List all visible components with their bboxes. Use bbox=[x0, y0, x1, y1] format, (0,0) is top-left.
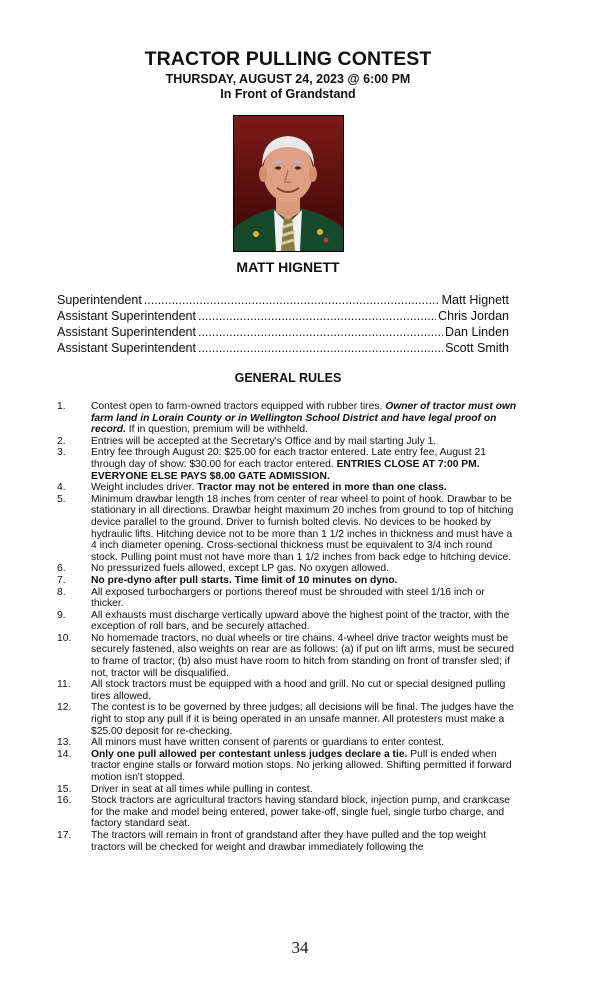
rule-text bbox=[91, 575, 519, 587]
rule-number: 17. bbox=[57, 829, 72, 841]
rule-segment: Minimum drawbar length 18 inches from center of rear wheel to point of hook. Drawbar to be stationary in all directions. Drawbar height maximum 20 inches from ground to top of hitching device parallel to the ground. Driver to furnish bolted clevis. No devices to be hooked by hydraulic lifts. Hitching device not to be more than 1 1/2 inches in thickness and must have a 4 inch diameter opening. Cross-sectional thickness must be equivalent to 3/4 inch round stock. Pulling point must not have more than 1 1/2 inches from back edge to hitching device. bbox=[91, 493, 514, 563]
rule-number: 4. bbox=[57, 482, 66, 494]
rule-number: 1. bbox=[57, 401, 66, 412]
rule-segment: Only one pull allowed per contestant unless judges declare a tie. bbox=[91, 748, 408, 760]
rule-item bbox=[57, 784, 519, 796]
rule-number: 13. bbox=[57, 737, 72, 749]
staff-role: Assistant Superintendent bbox=[57, 341, 196, 355]
staff-name: Matt Hignett bbox=[441, 293, 509, 307]
rule-item bbox=[57, 737, 519, 749]
rule-item bbox=[57, 494, 519, 564]
portrait-photo bbox=[233, 115, 344, 252]
staff-list bbox=[57, 292, 509, 356]
rule-item bbox=[57, 679, 519, 702]
rule-number: 10. bbox=[57, 632, 72, 644]
rule-segment: The tractors will remain in front of grandstand after they have pulled and the top weight tractors will be checked for weight and drawbar immediately following the bbox=[91, 829, 486, 853]
rule-item bbox=[57, 401, 519, 436]
rule-segment: Owner of tractor must own farm land in Lorain County or in Wellington School District and have legal proof on record. bbox=[91, 401, 517, 436]
rule-item bbox=[57, 610, 519, 633]
rule-text bbox=[91, 587, 519, 610]
dot-leader bbox=[198, 324, 443, 340]
rule-number: 2. bbox=[57, 435, 66, 447]
staff-row bbox=[57, 308, 509, 324]
rule-segment: Weight includes driver. bbox=[91, 482, 198, 494]
rule-item bbox=[57, 702, 519, 737]
rule-text bbox=[91, 447, 519, 482]
rule-segment: All exposed turbochargers or portions thereof must be shrouded with steel 1/16 inch or thicker. bbox=[91, 586, 485, 610]
rule-number: 8. bbox=[57, 586, 66, 598]
rule-text bbox=[91, 610, 519, 633]
staff-role: Assistant Superintendent bbox=[57, 309, 196, 323]
rule-item bbox=[57, 482, 519, 494]
rule-text bbox=[91, 749, 519, 784]
rule-item bbox=[57, 563, 519, 575]
rule-segment: No pressurized fuels allowed, except LP gas. No oxygen allowed. bbox=[91, 563, 390, 575]
rule-item bbox=[57, 749, 519, 784]
rule-segment: Tractor may not be entered in more than one class. bbox=[197, 482, 447, 494]
portrait-image bbox=[234, 116, 343, 251]
rule-text bbox=[91, 563, 519, 575]
rules-heading: GENERAL RULES bbox=[234, 371, 342, 385]
rule-text bbox=[91, 679, 519, 702]
featured-name: MATT HIGNETT bbox=[236, 259, 340, 275]
rule-text bbox=[91, 702, 519, 737]
rule-segment: Pull is ended when tractor engine stalls or forward motion stops. No jerking allowed. Shifting permitted if forward motion isn't stopped. bbox=[91, 748, 512, 783]
rule-number: 6. bbox=[57, 563, 66, 575]
rule-text bbox=[91, 830, 519, 853]
rule-text bbox=[91, 494, 519, 564]
rule-text bbox=[91, 401, 519, 436]
rule-number: 5. bbox=[57, 493, 66, 505]
staff-name: Chris Jordan bbox=[438, 309, 509, 323]
rule-number: 12. bbox=[57, 702, 72, 714]
rule-number: 16. bbox=[57, 795, 72, 807]
rule-text bbox=[91, 482, 519, 494]
staff-name: Scott Smith bbox=[445, 341, 509, 355]
dot-leader bbox=[198, 340, 443, 356]
dot-leader bbox=[144, 292, 440, 308]
staff-row bbox=[57, 324, 509, 340]
rule-segment: ENTRIES CLOSE AT 7:00 PM. EVERYONE ELSE PAYS $8.00 GATE ADMISSION. bbox=[91, 458, 480, 482]
rule-item bbox=[57, 436, 519, 448]
rule-segment: No homemade tractors, no dual wheels or tire chains. 4-wheel drive tractor weights must be securely fastened, also weights on rear are as follows: (a) if put on lift arms, must be secured to frame of tractor; (b) also must have room to hitch from standing on front of transfer sled; if not, tractor will be disqualified. bbox=[91, 632, 514, 679]
staff-row bbox=[57, 292, 509, 308]
rule-item bbox=[57, 587, 519, 610]
staff-role: Superintendent bbox=[57, 293, 142, 307]
staff-role: Assistant Superintendent bbox=[57, 325, 196, 339]
rule-item bbox=[57, 830, 519, 853]
rule-text bbox=[91, 633, 519, 679]
rule-item bbox=[57, 575, 519, 587]
event-date: THURSDAY, AUGUST 24, 2023 @ 6:00 PM bbox=[165, 72, 411, 86]
rule-number: 14. bbox=[57, 748, 72, 760]
rule-segment: Entries will be accepted at the Secretary's Office and by mail starting July 1. bbox=[91, 435, 437, 447]
staff-name: Dan Linden bbox=[445, 325, 509, 339]
event-location: In Front of Grandstand bbox=[220, 87, 356, 101]
rule-number: 9. bbox=[57, 609, 66, 621]
rule-segment: No pre-dyno after pull starts. Time limit of 10 minutes on dyno. bbox=[91, 574, 398, 586]
header bbox=[0, 48, 576, 102]
dot-leader bbox=[198, 308, 436, 324]
rule-number: 15. bbox=[57, 783, 72, 795]
rule-text bbox=[91, 795, 519, 830]
rule-segment: If in question, premium will be withheld. bbox=[125, 424, 308, 436]
rule-segment: Contest open to farm-owned tractors equipped with rubber tires. bbox=[91, 401, 386, 412]
rule-segment: Driver in seat at all times while pulling in contest. bbox=[91, 783, 313, 795]
page-title: TRACTOR PULLING CONTEST bbox=[144, 48, 432, 70]
rule-number: 11. bbox=[57, 679, 71, 691]
rule-segment: Entry fee through August 20: $25.00 for each tractor entered. Late entry fee, August 21 through day of show: $30.00 for each tractor entered. bbox=[91, 447, 486, 470]
rule-number: 7. bbox=[57, 574, 66, 586]
rule-segment: All exhausts must discharge vertically upward above the highest point of the tractor, with the exception of roll bars, and be securely attached. bbox=[91, 609, 510, 633]
rule-segment: All stock tractors must be equipped with a hood and grill. No cut or special designed pulling tires allowed. bbox=[91, 679, 506, 702]
rule-segment: Stock tractors are agricultural tractors having standard block, injection pump, and crankcase for the make and model being entered, power take-off, single fuel, single turbo charge, and factory standard seat. bbox=[91, 795, 510, 830]
rule-text bbox=[91, 784, 519, 796]
staff-row bbox=[57, 340, 509, 356]
rule-item bbox=[57, 633, 519, 679]
rule-item bbox=[57, 447, 519, 482]
rules-list bbox=[57, 401, 519, 853]
rule-segment: The contest is to be governed by three judges; all decisions will be final. The judges have the right to stop any pull if it is being operated in an unsafe manner. All protesters must make a $25.00 deposit for re-checking. bbox=[91, 702, 514, 737]
rule-text bbox=[91, 436, 519, 448]
rule-text bbox=[91, 737, 519, 749]
rule-item bbox=[57, 795, 519, 830]
rule-number: 3. bbox=[57, 447, 66, 459]
rule-segment: All minors must have written consent of parents or guardians to enter contest. bbox=[91, 737, 445, 749]
page-number: 34 bbox=[291, 938, 309, 957]
